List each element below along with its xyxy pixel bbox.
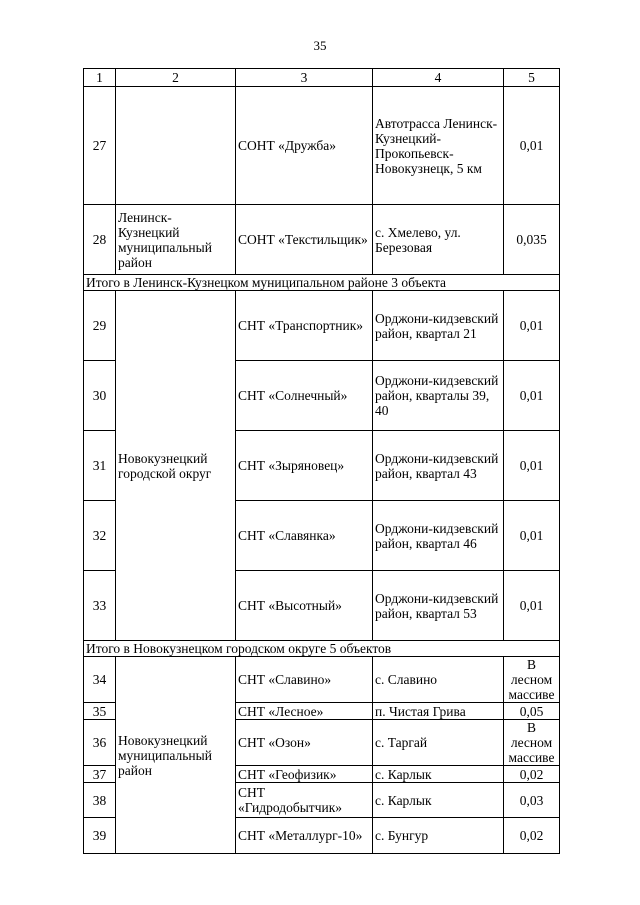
row-number: 39 [84, 818, 116, 854]
object-area: 0,05 [504, 703, 560, 720]
table-row [84, 205, 560, 275]
district-cell: Ленинск-Кузнецкий муниципальный район [116, 205, 236, 275]
object-name: СНТ «Озон» [236, 720, 373, 766]
object-name: СНТ «Металлург-10» [236, 818, 373, 854]
district-cell: Новокузнецкий городской округ [116, 291, 236, 641]
object-name: СОНТ «Текстильщик» [236, 205, 373, 275]
row-number: 29 [84, 291, 116, 361]
object-area: В лесном массиве [504, 657, 560, 703]
summary-text: Итого в Новокузнецком городском округе 5 объектов [84, 641, 560, 657]
table-row [84, 87, 560, 205]
row-number: 32 [84, 501, 116, 571]
row-number: 36 [84, 720, 116, 766]
district-cell: Новокузнецкий муниципальный район [116, 657, 236, 854]
object-location: п. Чистая Грива [373, 703, 504, 720]
object-location: с. Бунгур [373, 818, 504, 854]
header-cell: 5 [504, 69, 560, 87]
row-number: 31 [84, 431, 116, 501]
page-number: 35 [313, 38, 327, 53]
object-location: с. Карлык [373, 766, 504, 783]
row-number: 30 [84, 361, 116, 431]
object-location: Орджони-кидзевский район, квартал 21 [373, 291, 504, 361]
summary-row [84, 275, 560, 291]
row-number: 35 [84, 703, 116, 720]
object-name: СНТ «Зыряновец» [236, 431, 373, 501]
district-cell-empty [116, 87, 236, 205]
object-area: 0,01 [504, 501, 560, 571]
object-name: СНТ «Славино» [236, 657, 373, 703]
row-number: 34 [84, 657, 116, 703]
header-cell: 4 [373, 69, 504, 87]
header-cell: 2 [116, 69, 236, 87]
header-cell: 1 [84, 69, 116, 87]
object-area: 0,01 [504, 291, 560, 361]
object-area: 0,01 [504, 87, 560, 205]
object-area: 0,02 [504, 818, 560, 854]
row-number: 27 [84, 87, 116, 205]
table-row [84, 291, 560, 361]
summary-text: Итого в Ленинск-Кузнецком муниципальном районе 3 объекта [84, 275, 560, 291]
object-location: Автотрасса Ленинск-Кузнецкий-Прокопьевск-Новокузнецк, 5 км [373, 87, 504, 205]
row-number: 37 [84, 766, 116, 783]
object-name: СНТ «Лесное» [236, 703, 373, 720]
row-number: 33 [84, 571, 116, 641]
table-row [84, 657, 560, 703]
objects-table [83, 68, 560, 854]
object-location: Орджони-кидзевский район, квартал 53 [373, 571, 504, 641]
object-name: СНТ «Геофизик» [236, 766, 373, 783]
object-location: с. Славино [373, 657, 504, 703]
object-location: с. Таргай [373, 720, 504, 766]
header-cell: 3 [236, 69, 373, 87]
object-area: 0,035 [504, 205, 560, 275]
object-area: 0,01 [504, 431, 560, 501]
object-name: СНТ «Славянка» [236, 501, 373, 571]
object-name: СОНТ «Дружба» [236, 87, 373, 205]
object-location: Орджони-кидзевский район, кварталы 39, 40 [373, 361, 504, 431]
object-area: В лесном массиве [504, 720, 560, 766]
object-location: с. Хмелево, ул. Березовая [373, 205, 504, 275]
summary-row [84, 641, 560, 657]
object-area: 0,01 [504, 571, 560, 641]
object-name: СНТ «Солнечный» [236, 361, 373, 431]
row-number: 38 [84, 783, 116, 818]
object-location: с. Карлык [373, 783, 504, 818]
object-area: 0,03 [504, 783, 560, 818]
object-area: 0,02 [504, 766, 560, 783]
object-location: Орджони-кидзевский район, квартал 46 [373, 501, 504, 571]
object-name: СНТ «Транспортник» [236, 291, 373, 361]
header-row [84, 69, 560, 87]
row-number: 28 [84, 205, 116, 275]
object-area: 0,01 [504, 361, 560, 431]
object-location: Орджони-кидзевский район, квартал 43 [373, 431, 504, 501]
object-name: СНТ «Гидродобытчик» [236, 783, 373, 818]
object-name: СНТ «Высотный» [236, 571, 373, 641]
